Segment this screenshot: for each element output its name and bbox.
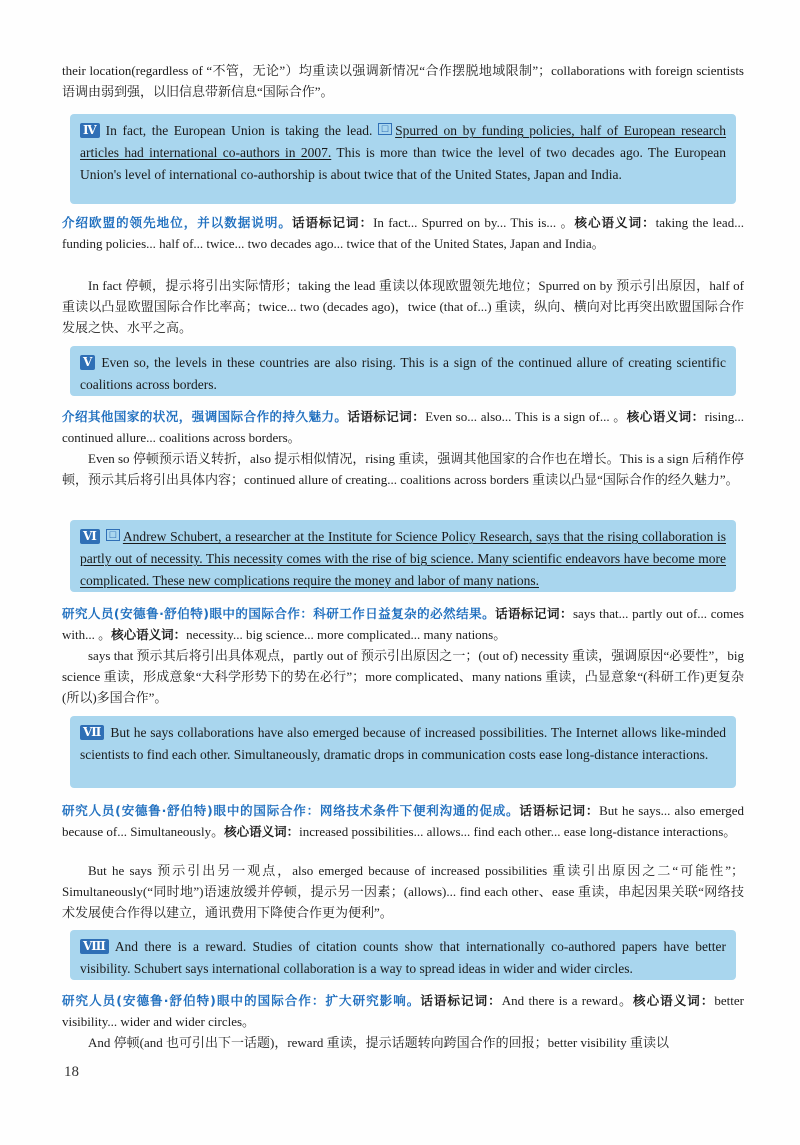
paragraph-number: Ⅵ bbox=[80, 529, 100, 544]
label-core-words: 核心语义词： bbox=[111, 627, 187, 642]
analysis-summary bbox=[62, 603, 744, 645]
section-heading: 研究人员(安德鲁·舒伯特)眼中的国际合作：科研工作日益复杂的必然结果。 bbox=[62, 606, 496, 621]
continued-paragraph: their location(regardless of “不管，无论”）均重读以强调新情况“合作摆脱地域限制”；collaborations with foreign scientists 语调由弱到强，以旧信息带新信息“国际合作”。 bbox=[62, 63, 744, 99]
label-discourse-markers: 话语标记词： bbox=[519, 803, 600, 818]
paragraph-number: Ⅳ bbox=[80, 123, 100, 138]
core-words: rising... continued allure... coalitions across borders。 bbox=[62, 409, 744, 445]
label-discourse-markers: 话语标记词： bbox=[291, 215, 374, 230]
label-core-words: 核心语义词： bbox=[224, 824, 300, 839]
discourse-markers: But he says... also emerged because of... Simultaneously。 bbox=[62, 803, 744, 839]
analysis-summary bbox=[62, 406, 744, 448]
analysis-paragraph: says that 预示其后将引出具体观点，partly out of 预示引出原因之一；(out of) necessity 重读，强调原因“必要性”，big science 重读，形成意象“大科学形势下的势在必行”；more complicated、many nations 重读，凸显意象“(科研工作)更复杂(所以)多国合作”。 bbox=[62, 648, 744, 705]
analysis-paragraph: In fact 停顿，提示将引出实际情形；taking the lead 重读以体现欧盟领先地位；Spurred on by 预示引出原因，half of 重读以凸显欧盟国际合作比率高；twice... two (decades ago)，twice (that of...) 重读，纵向、横向对比再突出欧盟国际合作发展之快、水平之高。 bbox=[62, 278, 744, 335]
discourse-markers: Even so... also... This is a sign of... 。 bbox=[425, 409, 627, 424]
underlined-sentence: Spurred on by funding policies, half of European research articles had international co-authors in 2007. bbox=[80, 123, 727, 160]
discourse-markers: says that... partly out of... comes with... 。 bbox=[62, 606, 744, 642]
label-discourse-markers: 话语标记词： bbox=[347, 409, 426, 424]
analysis-summary bbox=[62, 800, 744, 842]
analysis-paragraph: And 停顿(and 也可引出下一话题)，reward 重读，提示话题转向跨国合作的回报；better visibility 重读以 bbox=[88, 1035, 669, 1050]
passage-text: But he says collaborations have also emerged because of increased possibilities. The Internet allows like-minded scientists to find each other. Simultaneously, dramatic drops in communication costs ease long-distance interactions. bbox=[80, 725, 726, 762]
label-core-words: 核心语义词： bbox=[574, 215, 656, 230]
discourse-markers: And there is a reward。 bbox=[501, 993, 634, 1008]
passage-text: And there is a reward. Studies of citation counts show that internationally co-authored papers have better visibility. Schubert says international collaboration is a way to spread ideas in wider and wider circles. bbox=[80, 939, 726, 976]
label-core-words: 核心语义词： bbox=[633, 993, 715, 1008]
passage-box-5 bbox=[70, 346, 736, 396]
section-heading: 研究人员(安德鲁·舒伯特)眼中的国际合作：扩大研究影响。 bbox=[62, 993, 421, 1008]
passage-box-4 bbox=[70, 114, 736, 204]
core-words: taking the lead... funding policies... half of... twice... two decades ago... twice that of the United States, Japan and India。 bbox=[62, 215, 744, 251]
section-heading: 研究人员(安德鲁·舒伯特)眼中的国际合作：网络技术条件下便利沟通的促成。 bbox=[62, 803, 520, 818]
passage-text: In fact, the European Union is taking the lead. bbox=[105, 123, 379, 138]
analysis-summary bbox=[62, 212, 744, 254]
question-marker-icon: ☐ bbox=[378, 123, 392, 135]
paragraph-number: Ⅷ bbox=[80, 939, 109, 954]
analysis-paragraph: Even so 停顿预示语义转折，also 提示相似情况，rising 重读，强调其他国家的合作也在增长。This is a sign 后稍作停顿，预示其后将引出具体内容；continued allure of creating... coalitions across borders 重读以凸显“国际合作的经久魅力”。 bbox=[62, 451, 744, 487]
discourse-markers: In fact... Spurred on by... This is... 。 bbox=[373, 215, 575, 230]
passage-box-6 bbox=[70, 520, 736, 592]
label-discourse-markers: 话语标记词： bbox=[495, 606, 573, 621]
page-number: 18 bbox=[64, 1064, 79, 1080]
question-marker-icon: ☐ bbox=[106, 529, 120, 541]
section-heading: 介绍其他国家的状况，强调国际合作的持久魅力。 bbox=[62, 409, 348, 424]
paragraph-number: Ⅴ bbox=[80, 355, 95, 370]
section-heading: 介绍欧盟的领先地位，并以数据说明。 bbox=[62, 215, 292, 230]
passage-text: Even so, the levels in these countries are also rising. This is a sign of the continued allure of creating scientific coalitions across borders. bbox=[80, 355, 726, 392]
analysis-paragraph: But he says 预示引出另一观点，also emerged because of increased possibilities 重读引出原因之二“可能性”；Simultaneously(“同时地”)语速放缓并停顿，提示另一因素；(allows)... find each other、ease 重读，串起因果关联“网络技术发展使合作得以建立，通讯费用下降使合作更为便利”。 bbox=[62, 863, 744, 920]
passage-box-7 bbox=[70, 716, 736, 788]
underlined-passage: Andrew Schubert, a researcher at the Institute for Science Policy Research, says that the rising collaboration is partly out of necessity. This necessity comes with the rise of big science. Many scientific endeavors have become more complicated. These new complications require the money and labor of many nations. bbox=[80, 529, 726, 588]
paragraph-number: Ⅶ bbox=[80, 725, 104, 740]
passage-text: This is more than twice the level of two decades ago. The European Union's level of international co-authorship is about twice that of the United States, Japan and India. bbox=[80, 145, 726, 182]
core-words: necessity... big science... more complicated... many nations。 bbox=[186, 627, 507, 642]
core-words: increased possibilities... allows... find each other... ease long-distance interactions。 bbox=[299, 824, 737, 839]
label-core-words: 核心语义词： bbox=[626, 409, 705, 424]
core-words: better visibility... wider and wider circles。 bbox=[62, 993, 744, 1029]
analysis-summary bbox=[62, 990, 744, 1032]
label-discourse-markers: 话语标记词： bbox=[420, 993, 502, 1008]
passage-box-8 bbox=[70, 930, 736, 980]
